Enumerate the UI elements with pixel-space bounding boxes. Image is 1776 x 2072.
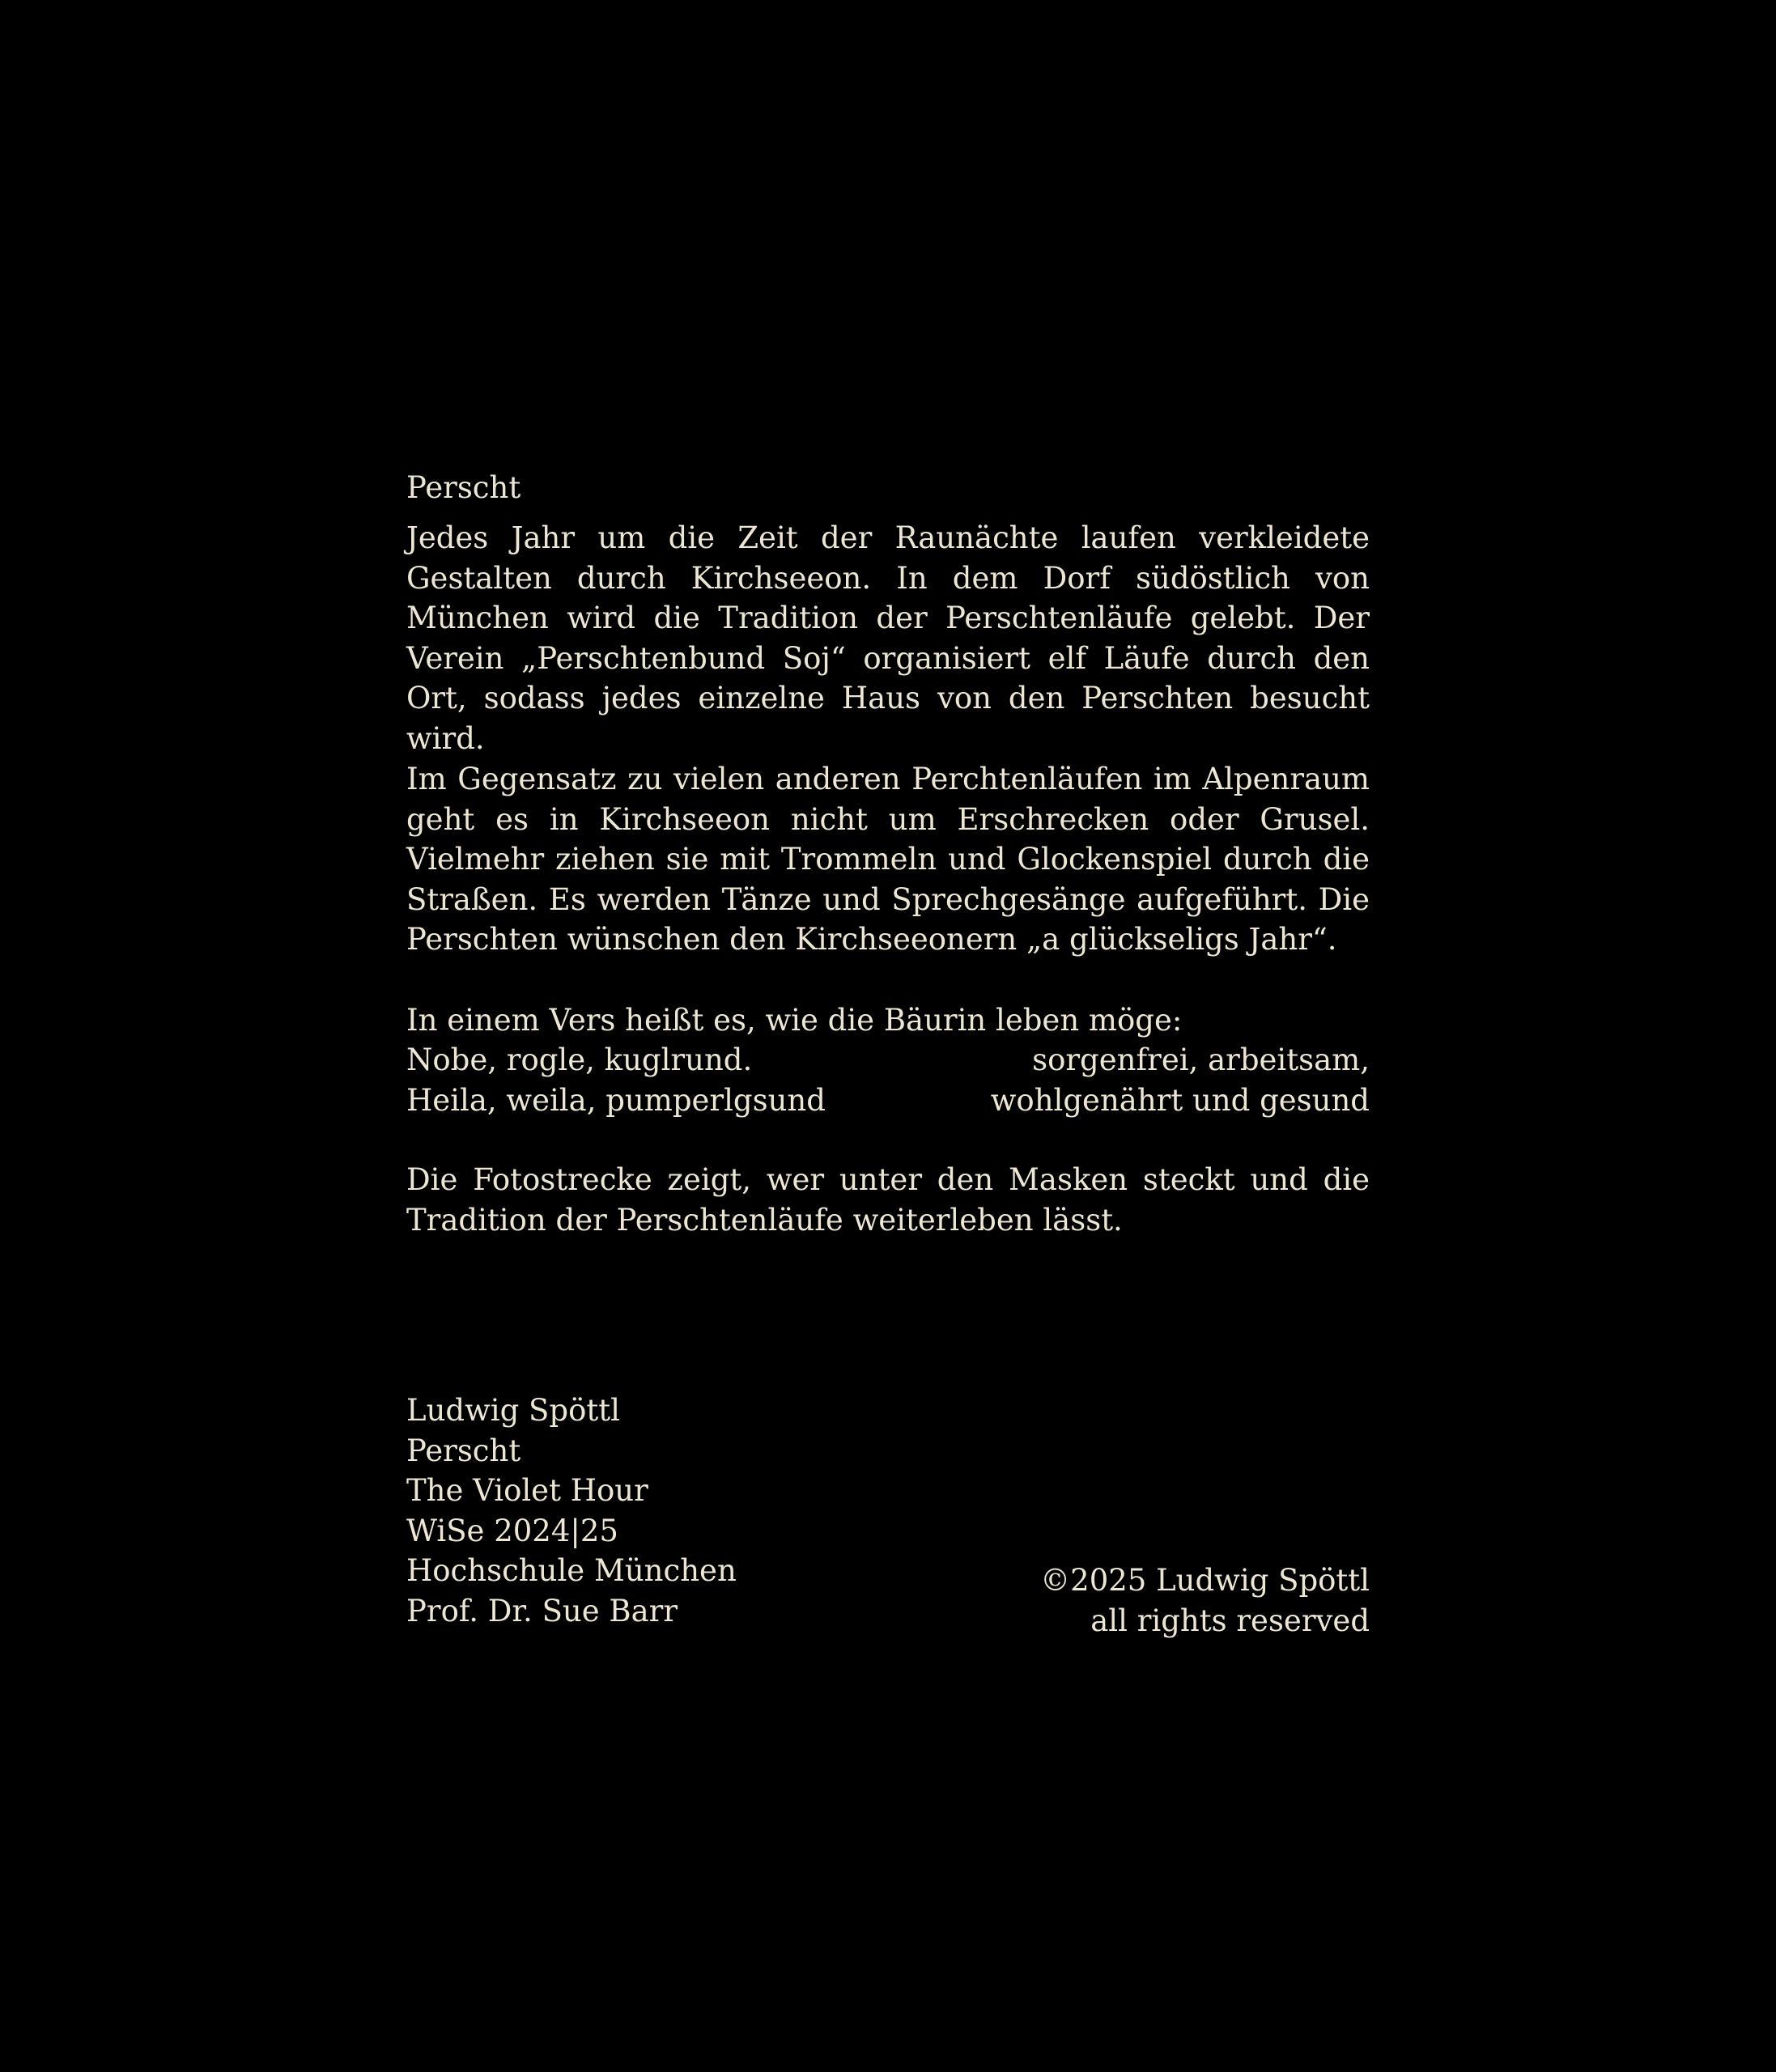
photo-series-paragraph: Die Fotostrecke zeigt, wer unter den Masken steckt und die Tradition der Perschtenläufe weiterleben lässt. [406, 1162, 1370, 1238]
verse-dialect-line: Nobe, rogle, kuglrund. [406, 1042, 753, 1077]
intro-paragraph: Jedes Jahr um die Zeit der Raunächte laufen verkleidete Gestalten durch Kirchseeon. In dem Dorf südöstlich von München wird die Tradition der Perschtenläufe gelebt. Der Verein „Perschtenbund Soj“ organisiert elf Läufe durch den Ort, sodass jedes einzelne Haus von den Perschten besucht wird. [406, 520, 1370, 756]
verse-intro: In einem Vers heißt es, wie die Bäurin leben möge: [406, 1003, 1183, 1038]
credit-school: Hochschule München [406, 1553, 737, 1588]
credit-series: The Violet Hour [406, 1473, 648, 1508]
rights-line: all rights reserved [1090, 1603, 1370, 1638]
verse-dialect-line: Heila, weila, pumperlgsund [406, 1083, 826, 1118]
verse-translation-line: wohlgenährt und gesund [990, 1083, 1370, 1118]
tradition-paragraph: Im Gegensatz zu vielen anderen Perchtenläufen im Alpenraum geht es in Kirchseeon nicht um Erschrecken oder Grusel. Vielmehr ziehen sie mit Trommeln und Glockenspiel durch die Straßen. Es werden Tänze und Sprechgesänge aufgeführt. Die Perschten wünschen den Kirchseeonern „a glückseligs Jahr“. [406, 762, 1370, 957]
credit-professor: Prof. Dr. Sue Barr [406, 1593, 678, 1628]
credits-block [406, 1391, 737, 1631]
copyright-notice [1040, 1560, 1370, 1641]
verse-row [406, 1040, 1370, 1081]
verse-translation-line: sorgenfrei, arbeitsam, [1032, 1042, 1370, 1077]
credit-project: Perscht [406, 1433, 521, 1468]
credit-semester: WiSe 2024|25 [406, 1513, 618, 1548]
credit-author: Ludwig Spöttl [406, 1393, 620, 1428]
page-title: Perscht [406, 470, 521, 505]
copyright-line: ©2025 Ludwig Spöttl [1040, 1563, 1370, 1598]
verse-row [406, 1081, 1370, 1121]
